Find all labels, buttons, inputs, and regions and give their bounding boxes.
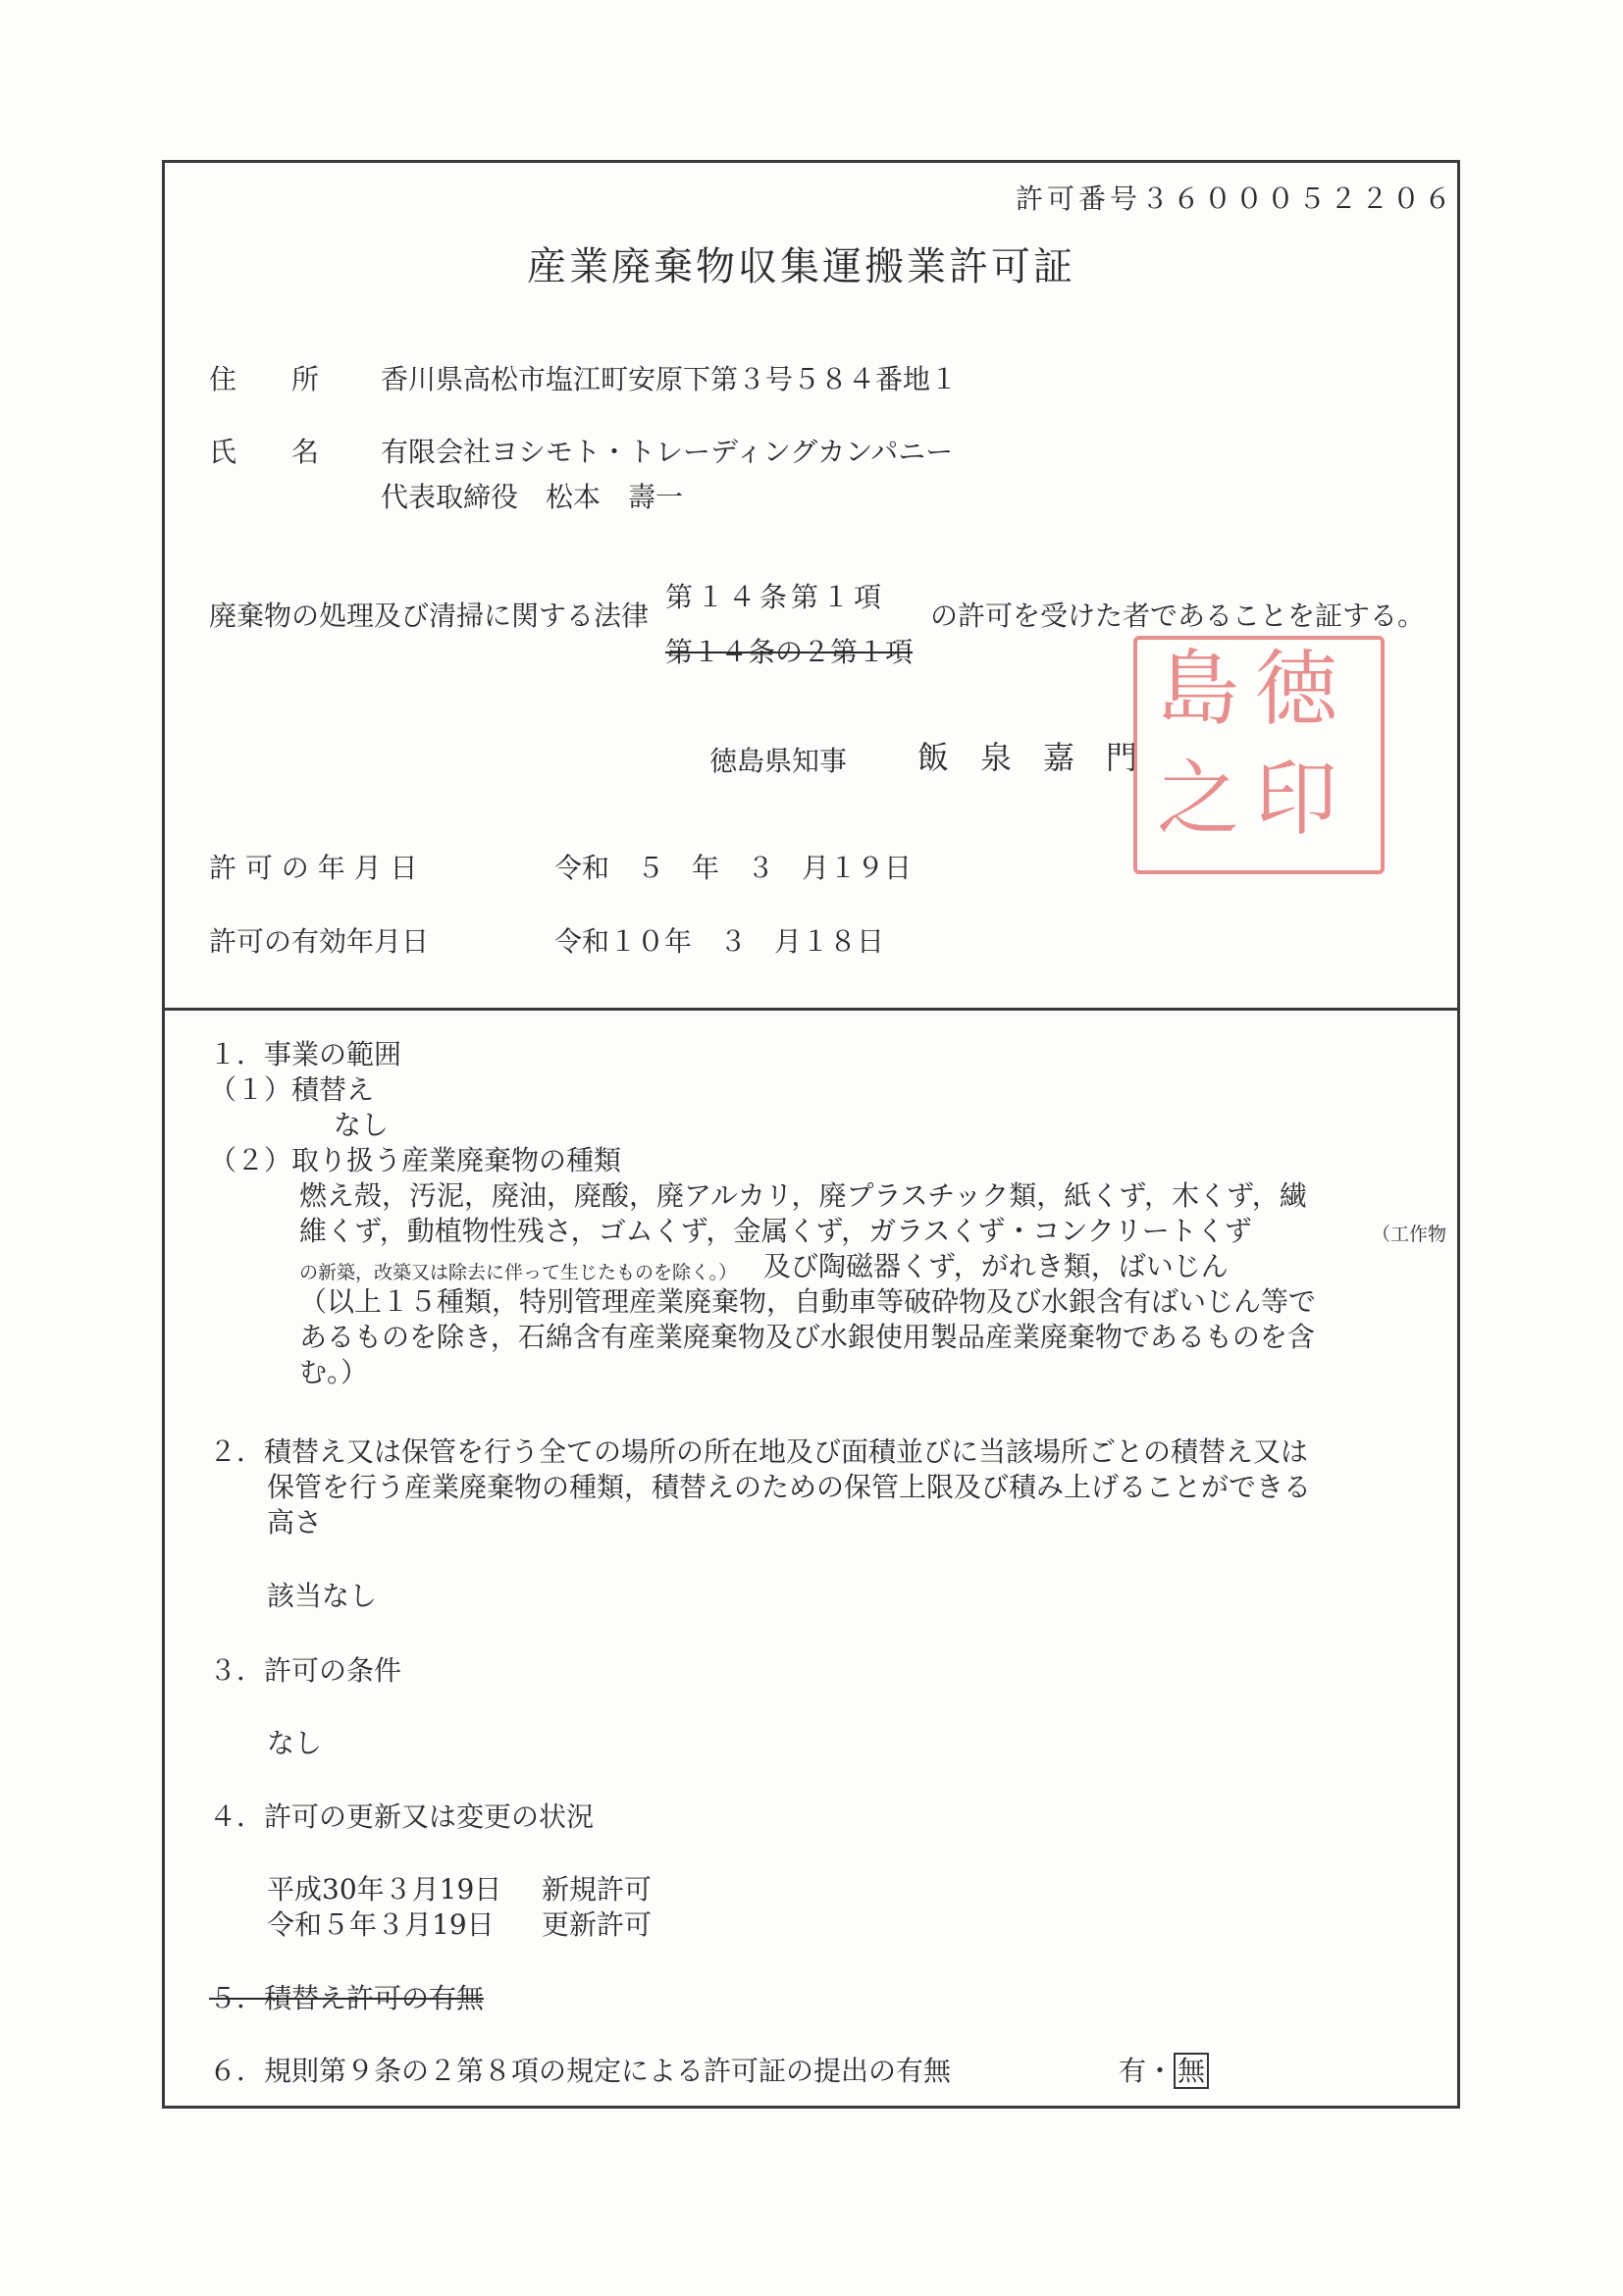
issuer-name: 飯 泉 嘉 門: [917, 739, 1138, 776]
history-date: 令和５年３月19日: [267, 1908, 495, 1941]
seal-char: 徳: [1255, 641, 1338, 737]
section-1-1-value: なし: [334, 1109, 390, 1141]
section-6-answer: [1119, 2055, 1209, 2088]
section-4-title: ４．許可の更新又は変更の状況: [209, 1800, 595, 1833]
section-1-2-label: （２）取り扱う産業廃棄物の種類: [209, 1144, 622, 1176]
law-article: 第１４条第１項: [665, 581, 886, 613]
name-label: 氏 名: [209, 436, 320, 468]
answer-separator: ・: [1146, 2055, 1175, 2087]
seal-char: 島: [1157, 641, 1240, 737]
law-prefix: 廃棄物の処理及び清掃に関する法律: [209, 600, 650, 632]
waste-types-line: 維くず，動植物性残さ，ゴムくず，金属くず，ガラスくず・コンクリートくず: [299, 1215, 1252, 1247]
answer-no-selected: 無: [1174, 2053, 1209, 2089]
waste-types-paren: む。）: [299, 1356, 369, 1388]
permit-date-label: 許 可 の 年 月 日: [209, 852, 418, 884]
issuer-title: 徳島県知事: [709, 745, 848, 777]
section-2-line: 高さ: [267, 1506, 323, 1539]
law-suffix: の許可を受けた者であることを証する。: [930, 600, 1426, 632]
section-2-title: ２．積替え又は保管を行う全ての場所の所在地及び面積並びに当該場所ごとの積替え又は: [209, 1435, 1309, 1468]
law-article-struck: 第１４条の２第１項: [665, 636, 914, 668]
history-type: 新規許可: [542, 1873, 653, 1905]
section-1-1-label: （１）積替え: [209, 1073, 375, 1106]
representative-name: 代表取締役 松本 壽一: [381, 481, 684, 513]
page-title: 産業廃棄物収集運搬業許可証: [527, 244, 1075, 289]
waste-types-note: （工作物: [1372, 1224, 1447, 1245]
section-2-value: 該当なし: [267, 1580, 378, 1612]
section-divider: [162, 1008, 1457, 1011]
address-value: 香川県高松市塩江町安原下第３号５８４番地１: [381, 363, 959, 395]
waste-types-paren: あるものを除き，石綿含有産業廃棄物及び水銀使用製品産業廃棄物であるものを含: [299, 1321, 1315, 1353]
section-1-title: １．事業の範囲: [209, 1038, 402, 1070]
section-3-value: なし: [267, 1727, 323, 1759]
address-label: 住 所: [209, 363, 320, 395]
expiry-date: 令和１０年 ３ 月１８日: [554, 925, 885, 958]
expiry-date-label: 許可の有効年月日: [209, 925, 430, 958]
seal-char: 之: [1157, 751, 1240, 847]
section-5-title: ５．積替え許可の有無: [209, 1982, 485, 2014]
history-date: 平成30年３月19日: [267, 1873, 502, 1905]
waste-types-note: の新築，改築又は除去に伴って生じたものを除く。）: [299, 1262, 738, 1283]
company-name: 有限会社ヨシモト・トレーディングカンパニー: [381, 436, 954, 468]
section-2-line: 保管を行う産業廃棄物の種類，積替えのための保管上限及び積み上げることができる: [267, 1471, 1312, 1503]
waste-types-paren: （以上１５種類，特別管理産業廃棄物，自動車等破砕物及び水銀含有ばいじん等で: [299, 1285, 1317, 1318]
answer-yes: 有: [1119, 2055, 1147, 2087]
history-type: 更新許可: [542, 1908, 653, 1941]
waste-types-line: 及び陶磁器くず，がれき類，ばいじん: [763, 1250, 1229, 1282]
waste-types-line: 燃え殻，汚泥，廃油，廃酸，廃アルカリ，廃プラスチック類，紙くず，木くず，繊: [299, 1179, 1307, 1212]
section-6-title: ６．規則第９条の２第８項の規定による許可証の提出の有無: [209, 2055, 952, 2087]
section-3-title: ３．許可の条件: [209, 1654, 402, 1687]
permit-number: 許可番号３６０００５２２０６: [1016, 183, 1456, 215]
seal-char: 印: [1255, 751, 1338, 847]
official-seal: [1133, 636, 1385, 874]
permit-date: 令和 ５ 年 ３ 月１９日: [554, 852, 913, 884]
